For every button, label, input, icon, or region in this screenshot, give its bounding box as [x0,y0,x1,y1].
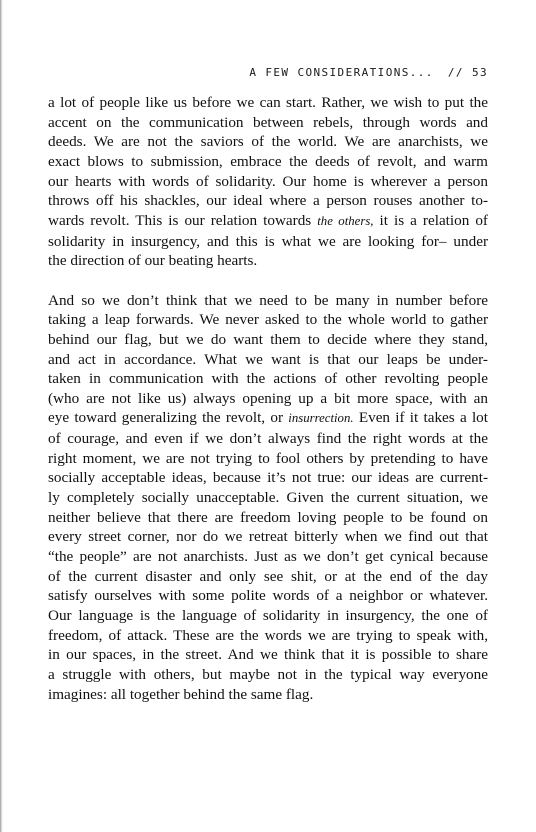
text-run: deeds. We are not the saviors of the world. We are anarchists, we [48,133,488,151]
text-run: ly completely socially unacceptable. Given the current situation, we [48,489,488,507]
text-line [48,232,488,252]
text-line [48,665,488,685]
text-run: behind our flag, but we do want them to decide where they stand, [48,330,488,348]
text-line [48,606,488,626]
running-head-title: A FEW CONSIDERATIONS... [249,66,434,79]
text-line [48,567,488,587]
text-run: taken in communication with the actions of other revolting people [48,370,488,388]
text-line [48,172,488,192]
text-line [48,586,488,606]
text-line [48,251,488,271]
text-line [48,408,488,429]
text-run: freedom, of attack. These are the words we are trying to speak with, [48,626,488,644]
text-run: the direction of our beating hearts. [48,252,258,270]
text-run: every street corner, nor do we retreat bitterly when we find out that [48,528,488,546]
text-run: and act in accordance. What we want is that our leaps be under- [48,350,488,368]
text-run: accent on the communication between rebels, through words and [48,113,488,131]
text-run: exact blows to submission, embrace the deeds of revolt, and warm [48,152,488,170]
text-line [48,389,488,409]
text-line [48,113,488,133]
text-run: Even if it takes a lot [353,409,488,427]
text-line [48,132,488,152]
text-run: wards revolt. This is our relation towards [48,211,318,229]
running-head [249,66,488,79]
text-line [48,369,488,389]
italic-emphasis: insurrection. [288,411,354,426]
text-run: eye toward generalizing the revolt, or [48,409,289,427]
text-line [48,547,488,567]
text-run: of courage, and even if we don’t always find the right words at the [48,430,488,448]
text-line [48,211,488,232]
text-run: satisfy ourselves with some polite words of a neighbor or whatever. [48,587,488,605]
text-line [48,685,488,705]
text-line [48,449,488,469]
text-run: neither believe that there are freedom loving people to be found on [48,508,488,526]
text-line [48,626,488,646]
text-run: throws off his shackles, our ideal where a person rouses another to- [48,192,488,210]
paragraph [48,93,488,271]
text-run: imagines: all together behind the same flag. [48,685,314,703]
text-run: a struggle with others, but maybe not in the typical way everyone [48,666,488,684]
text-line [48,330,488,350]
text-run: of the current disaster and only see shit, or at the end of the day [48,567,488,585]
text-run: Our language is the language of solidarity in insurgency, the one of [48,607,488,625]
page-number: 53 [471,66,488,79]
text-line [48,508,488,528]
text-line [48,93,488,113]
text-line [48,527,488,547]
body-text [48,93,488,704]
text-run: (who are not like us) always opening up a bit more space, with an [48,389,488,407]
text-line [48,645,488,665]
text-run: it is a relation of [373,211,488,229]
text-run: our hearts with words of solidarity. Our home is wherever a person [48,172,488,190]
text-run: a lot of people like us before we can start. Rather, we wish to put the [48,94,488,111]
paragraph [48,291,488,705]
text-run: And so we don’t think that we need to be many in number before [48,291,488,309]
text-line [48,488,488,508]
text-run: socially acceptable ideas, because it’s not true: our ideas are current- [48,469,488,487]
running-head-separator: // [447,66,464,79]
text-line [48,429,488,449]
text-line [48,152,488,172]
text-run: in our spaces, in the street. And we think that it is possible to share [48,646,488,664]
italic-emphasis: the others, [317,213,374,228]
text-line [48,291,488,311]
text-line [48,191,488,211]
text-line [48,350,488,370]
text-line [48,468,488,488]
text-line [48,310,488,330]
text-run: solidarity in insurgency, and this is what we are looking for– under [48,232,488,250]
text-run: “the people” are not anarchists. Just as we don’t get cynical because [48,548,488,566]
text-run: taking a leap forwards. We never asked to the whole world to gather [48,311,488,329]
text-run: right moment, we are not trying to fool others by pretending to have [48,449,488,467]
page-spine-edge [0,0,3,832]
